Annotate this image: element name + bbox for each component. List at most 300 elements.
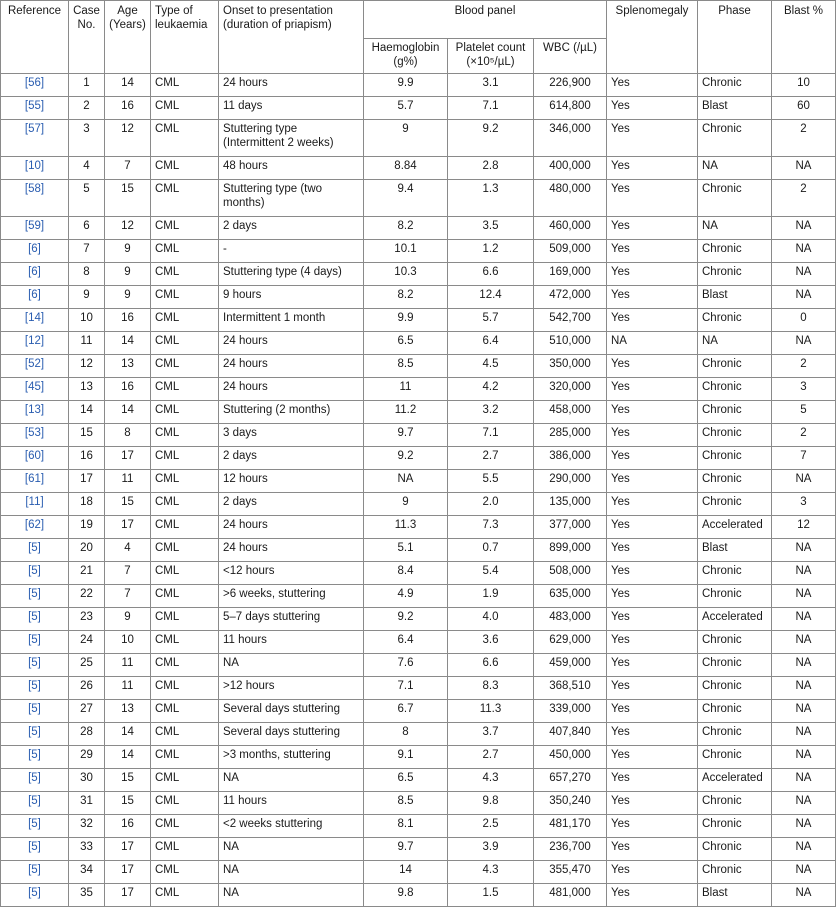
blast-cell: NA — [772, 263, 836, 286]
wbc-cell: 368,510 — [534, 677, 607, 700]
table-row — [1, 677, 836, 700]
blast-cell: NA — [772, 792, 836, 815]
haemoglobin-cell: 11.2 — [364, 401, 448, 424]
phase-cell: NA — [698, 217, 772, 240]
phase-cell: Accelerated — [698, 769, 772, 792]
table-row — [1, 723, 836, 746]
leukaemia-type-cell: CML — [151, 677, 219, 700]
wbc-cell: 899,000 — [534, 539, 607, 562]
age-cell: 16 — [105, 309, 151, 332]
platelet-cell: 2.7 — [448, 447, 534, 470]
wbc-cell: 481,000 — [534, 884, 607, 907]
haemoglobin-cell: 6.5 — [364, 769, 448, 792]
wbc-cell: 346,000 — [534, 120, 607, 157]
onset-cell: - — [219, 240, 364, 263]
haemoglobin-cell: 5.1 — [364, 539, 448, 562]
splenomegaly-cell: Yes — [607, 654, 698, 677]
case-number: 5 — [69, 180, 105, 217]
case-number: 13 — [69, 378, 105, 401]
phase-cell: Blast — [698, 286, 772, 309]
blast-cell: 3 — [772, 378, 836, 401]
platelet-cell: 4.3 — [448, 769, 534, 792]
leukaemia-type-cell: CML — [151, 516, 219, 539]
blast-cell: NA — [772, 884, 836, 907]
age-cell: 11 — [105, 470, 151, 493]
splenomegaly-cell: Yes — [607, 631, 698, 654]
splenomegaly-cell: Yes — [607, 769, 698, 792]
age-cell: 16 — [105, 815, 151, 838]
platelet-cell: 4.3 — [448, 861, 534, 884]
phase-cell: Chronic — [698, 746, 772, 769]
reference-link[interactable]: [5] — [1, 608, 69, 631]
reference-link[interactable]: [5] — [1, 654, 69, 677]
wbc-cell: 400,000 — [534, 157, 607, 180]
table-body — [1, 74, 836, 907]
reference-link[interactable]: [6] — [1, 240, 69, 263]
table-row — [1, 631, 836, 654]
age-cell: 7 — [105, 157, 151, 180]
phase-cell: Chronic — [698, 861, 772, 884]
reference-link[interactable]: [5] — [1, 861, 69, 884]
reference-link[interactable]: [59] — [1, 217, 69, 240]
reference-link[interactable]: [60] — [1, 447, 69, 470]
wbc-cell: 407,840 — [534, 723, 607, 746]
wbc-cell: 629,000 — [534, 631, 607, 654]
header-blast: Blast % — [772, 1, 836, 74]
phase-cell: Chronic — [698, 355, 772, 378]
reference-link[interactable]: [55] — [1, 97, 69, 120]
age-cell: 17 — [105, 516, 151, 539]
haemoglobin-cell: NA — [364, 470, 448, 493]
leukaemia-type-cell: CML — [151, 217, 219, 240]
platelet-cell: 2.7 — [448, 746, 534, 769]
onset-cell: Several days stuttering — [219, 723, 364, 746]
blast-cell: 5 — [772, 401, 836, 424]
haemoglobin-cell: 7.1 — [364, 677, 448, 700]
header-onset: Onset to presentation (duration of priapism) — [219, 1, 364, 74]
reference-link[interactable]: [5] — [1, 677, 69, 700]
platelet-cell: 6.4 — [448, 332, 534, 355]
wbc-cell: 350,000 — [534, 355, 607, 378]
header-blood-panel: Blood panel — [364, 1, 607, 39]
table-row — [1, 263, 836, 286]
onset-cell: >3 months, stuttering — [219, 746, 364, 769]
blast-cell: NA — [772, 677, 836, 700]
platelet-cell: 7.1 — [448, 424, 534, 447]
blast-cell: NA — [772, 539, 836, 562]
case-number: 32 — [69, 815, 105, 838]
blast-cell: 2 — [772, 355, 836, 378]
onset-cell: 2 days — [219, 447, 364, 470]
age-cell: 7 — [105, 585, 151, 608]
phase-cell: Chronic — [698, 263, 772, 286]
age-cell: 15 — [105, 493, 151, 516]
age-cell: 17 — [105, 447, 151, 470]
leukaemia-type-cell: CML — [151, 838, 219, 861]
blast-cell: 60 — [772, 97, 836, 120]
case-number: 34 — [69, 861, 105, 884]
blast-cell: NA — [772, 240, 836, 263]
leukaemia-type-cell: CML — [151, 861, 219, 884]
onset-cell: NA — [219, 838, 364, 861]
age-cell: 11 — [105, 654, 151, 677]
leukaemia-type-cell: CML — [151, 792, 219, 815]
case-number: 18 — [69, 493, 105, 516]
haemoglobin-cell: 9.8 — [364, 884, 448, 907]
platelet-cell: 4.5 — [448, 355, 534, 378]
case-number: 8 — [69, 263, 105, 286]
table-row — [1, 608, 836, 631]
wbc-cell: 386,000 — [534, 447, 607, 470]
blast-cell: NA — [772, 723, 836, 746]
reference-link[interactable]: [6] — [1, 286, 69, 309]
table-row — [1, 180, 836, 217]
case-number: 1 — [69, 74, 105, 97]
wbc-cell: 355,470 — [534, 861, 607, 884]
onset-cell: 2 days — [219, 217, 364, 240]
blast-cell: 0 — [772, 309, 836, 332]
splenomegaly-cell: Yes — [607, 838, 698, 861]
phase-cell: Chronic — [698, 631, 772, 654]
case-number: 17 — [69, 470, 105, 493]
platelet-cell: 5.7 — [448, 309, 534, 332]
haemoglobin-cell: 8.2 — [364, 286, 448, 309]
platelet-cell: 4.2 — [448, 378, 534, 401]
onset-cell: 11 hours — [219, 631, 364, 654]
onset-cell: 11 hours — [219, 792, 364, 815]
splenomegaly-cell: Yes — [607, 493, 698, 516]
onset-cell: NA — [219, 654, 364, 677]
case-number: 15 — [69, 424, 105, 447]
phase-cell: Blast — [698, 539, 772, 562]
platelet-cell: 5.4 — [448, 562, 534, 585]
phase-cell: Chronic — [698, 401, 772, 424]
wbc-cell: 510,000 — [534, 332, 607, 355]
wbc-cell: 377,000 — [534, 516, 607, 539]
table-row — [1, 470, 836, 493]
age-cell: 14 — [105, 746, 151, 769]
phase-cell: Chronic — [698, 120, 772, 157]
haemoglobin-cell: 9.7 — [364, 838, 448, 861]
leukaemia-type-cell: CML — [151, 815, 219, 838]
onset-cell: 5–7 days stuttering — [219, 608, 364, 631]
reference-link[interactable]: [57] — [1, 120, 69, 157]
haemoglobin-cell: 8.2 — [364, 217, 448, 240]
reference-link[interactable]: [14] — [1, 309, 69, 332]
haemoglobin-cell: 9.2 — [364, 608, 448, 631]
onset-cell: <12 hours — [219, 562, 364, 585]
splenomegaly-cell: Yes — [607, 97, 698, 120]
case-number: 12 — [69, 355, 105, 378]
splenomegaly-cell: Yes — [607, 157, 698, 180]
blast-cell: NA — [772, 815, 836, 838]
splenomegaly-cell: Yes — [607, 120, 698, 157]
table-row — [1, 309, 836, 332]
case-number: 14 — [69, 401, 105, 424]
age-cell: 9 — [105, 286, 151, 309]
age-cell: 14 — [105, 723, 151, 746]
haemoglobin-cell: 8.5 — [364, 355, 448, 378]
onset-cell: Stuttering type (Intermittent 2 weeks) — [219, 120, 364, 157]
age-cell: 14 — [105, 401, 151, 424]
age-cell: 4 — [105, 539, 151, 562]
platelet-cell: 1.9 — [448, 585, 534, 608]
wbc-cell: 635,000 — [534, 585, 607, 608]
blast-cell: NA — [772, 769, 836, 792]
phase-cell: Chronic — [698, 838, 772, 861]
haemoglobin-cell: 8.84 — [364, 157, 448, 180]
reference-link[interactable]: [56] — [1, 74, 69, 97]
leukaemia-type-cell: CML — [151, 493, 219, 516]
platelet-cell: 2.0 — [448, 493, 534, 516]
table-row — [1, 838, 836, 861]
haemoglobin-cell: 11.3 — [364, 516, 448, 539]
case-number: 23 — [69, 608, 105, 631]
onset-cell: 48 hours — [219, 157, 364, 180]
table-row — [1, 861, 836, 884]
blast-cell: NA — [772, 838, 836, 861]
reference-link[interactable]: [13] — [1, 401, 69, 424]
haemoglobin-cell: 4.9 — [364, 585, 448, 608]
blast-cell: NA — [772, 746, 836, 769]
age-cell: 17 — [105, 861, 151, 884]
header-phase: Phase — [698, 1, 772, 74]
table-row — [1, 74, 836, 97]
case-number: 31 — [69, 792, 105, 815]
phase-cell: Chronic — [698, 424, 772, 447]
age-cell: 17 — [105, 838, 151, 861]
age-cell: 14 — [105, 74, 151, 97]
blast-cell: 10 — [772, 74, 836, 97]
reference-link[interactable]: [5] — [1, 585, 69, 608]
splenomegaly-cell: Yes — [607, 700, 698, 723]
haemoglobin-cell: 6.4 — [364, 631, 448, 654]
age-cell: 15 — [105, 180, 151, 217]
splenomegaly-cell: Yes — [607, 180, 698, 217]
blast-cell: NA — [772, 217, 836, 240]
haemoglobin-cell: 9.2 — [364, 447, 448, 470]
leukaemia-type-cell: CML — [151, 746, 219, 769]
reference-link[interactable]: [5] — [1, 769, 69, 792]
phase-cell: Blast — [698, 884, 772, 907]
header-wbc: WBC (/µL) — [534, 39, 607, 74]
leukaemia-type-cell: CML — [151, 447, 219, 470]
table-row — [1, 447, 836, 470]
leukaemia-type-cell: CML — [151, 723, 219, 746]
wbc-cell: 472,000 — [534, 286, 607, 309]
wbc-cell: 169,000 — [534, 263, 607, 286]
wbc-cell: 459,000 — [534, 654, 607, 677]
reference-link[interactable]: [61] — [1, 470, 69, 493]
platelet-cell: 2.5 — [448, 815, 534, 838]
splenomegaly-cell: Yes — [607, 424, 698, 447]
onset-cell: NA — [219, 861, 364, 884]
header-reference: Reference — [1, 1, 69, 74]
table-row — [1, 424, 836, 447]
header-splenomegaly: Splenomegaly — [607, 1, 698, 74]
splenomegaly-cell: Yes — [607, 677, 698, 700]
case-number: 4 — [69, 157, 105, 180]
leukaemia-type-cell: CML — [151, 120, 219, 157]
reference-link[interactable]: [5] — [1, 562, 69, 585]
case-number: 28 — [69, 723, 105, 746]
case-number: 19 — [69, 516, 105, 539]
reference-link[interactable]: [6] — [1, 263, 69, 286]
table-row — [1, 355, 836, 378]
onset-cell: Stuttering type (4 days) — [219, 263, 364, 286]
splenomegaly-cell: Yes — [607, 792, 698, 815]
table-row — [1, 157, 836, 180]
splenomegaly-cell: Yes — [607, 861, 698, 884]
case-number: 9 — [69, 286, 105, 309]
onset-cell: 2 days — [219, 493, 364, 516]
onset-cell: Several days stuttering — [219, 700, 364, 723]
reference-link[interactable]: [58] — [1, 180, 69, 217]
platelet-cell: 1.5 — [448, 884, 534, 907]
table-row — [1, 401, 836, 424]
reference-link[interactable]: [5] — [1, 746, 69, 769]
table-row — [1, 792, 836, 815]
haemoglobin-cell: 14 — [364, 861, 448, 884]
header-case: Case No. — [69, 1, 105, 74]
wbc-cell: 509,000 — [534, 240, 607, 263]
haemoglobin-cell: 9.7 — [364, 424, 448, 447]
wbc-cell: 135,000 — [534, 493, 607, 516]
platelet-cell: 9.8 — [448, 792, 534, 815]
case-number: 27 — [69, 700, 105, 723]
splenomegaly-cell: Yes — [607, 470, 698, 493]
platelet-cell: 2.8 — [448, 157, 534, 180]
age-cell: 16 — [105, 97, 151, 120]
haemoglobin-cell: 9.1 — [364, 746, 448, 769]
reference-link[interactable]: [52] — [1, 355, 69, 378]
age-cell: 16 — [105, 378, 151, 401]
platelet-cell: 6.6 — [448, 263, 534, 286]
haemoglobin-cell: 10.3 — [364, 263, 448, 286]
case-number: 33 — [69, 838, 105, 861]
leukaemia-type-cell: CML — [151, 378, 219, 401]
splenomegaly-cell: Yes — [607, 401, 698, 424]
case-number: 30 — [69, 769, 105, 792]
blast-cell: NA — [772, 332, 836, 355]
table-row — [1, 286, 836, 309]
wbc-cell: 290,000 — [534, 470, 607, 493]
case-number: 29 — [69, 746, 105, 769]
platelet-cell: 4.0 — [448, 608, 534, 631]
wbc-cell: 339,000 — [534, 700, 607, 723]
splenomegaly-cell: Yes — [607, 447, 698, 470]
age-cell: 15 — [105, 792, 151, 815]
platelet-cell: 12.4 — [448, 286, 534, 309]
reference-link[interactable]: [12] — [1, 332, 69, 355]
reference-link[interactable]: [45] — [1, 378, 69, 401]
splenomegaly-cell: Yes — [607, 217, 698, 240]
table-row — [1, 654, 836, 677]
onset-cell: 24 hours — [219, 539, 364, 562]
phase-cell: Chronic — [698, 240, 772, 263]
splenomegaly-cell: NA — [607, 332, 698, 355]
onset-cell: 24 hours — [219, 378, 364, 401]
onset-cell: 11 days — [219, 97, 364, 120]
onset-cell: Intermittent 1 month — [219, 309, 364, 332]
phase-cell: Chronic — [698, 723, 772, 746]
splenomegaly-cell: Yes — [607, 608, 698, 631]
table-row — [1, 217, 836, 240]
phase-cell: Blast — [698, 97, 772, 120]
phase-cell: Chronic — [698, 654, 772, 677]
reference-link[interactable]: [5] — [1, 539, 69, 562]
splenomegaly-cell: Yes — [607, 884, 698, 907]
blast-cell: NA — [772, 562, 836, 585]
reference-link[interactable]: [62] — [1, 516, 69, 539]
haemoglobin-cell: 9 — [364, 120, 448, 157]
table-row — [1, 332, 836, 355]
splenomegaly-cell: Yes — [607, 585, 698, 608]
case-number: 10 — [69, 309, 105, 332]
onset-cell: 24 hours — [219, 355, 364, 378]
case-number: 11 — [69, 332, 105, 355]
haemoglobin-cell: 6.7 — [364, 700, 448, 723]
reference-link[interactable]: [5] — [1, 838, 69, 861]
phase-cell: Chronic — [698, 677, 772, 700]
blast-cell: NA — [772, 585, 836, 608]
leukaemia-type-cell: CML — [151, 309, 219, 332]
haemoglobin-cell: 9.9 — [364, 309, 448, 332]
case-number: 26 — [69, 677, 105, 700]
header-haemoglobin: Haemoglobin (g%) — [364, 39, 448, 74]
onset-cell: >6 weeks, stuttering — [219, 585, 364, 608]
phase-cell: Chronic — [698, 74, 772, 97]
reference-link[interactable]: [5] — [1, 631, 69, 654]
reference-link[interactable]: [5] — [1, 884, 69, 907]
leukaemia-type-cell: CML — [151, 769, 219, 792]
leukaemia-type-cell: CML — [151, 700, 219, 723]
table-row — [1, 884, 836, 907]
header-platelet: Platelet count (×10⁵/µL) — [448, 39, 534, 74]
phase-cell: NA — [698, 332, 772, 355]
reference-link[interactable]: [10] — [1, 157, 69, 180]
reference-link[interactable]: [53] — [1, 424, 69, 447]
reference-link[interactable]: [5] — [1, 700, 69, 723]
blast-cell: NA — [772, 157, 836, 180]
age-cell: 10 — [105, 631, 151, 654]
platelet-cell: 1.2 — [448, 240, 534, 263]
leukaemia-type-cell: CML — [151, 97, 219, 120]
leukaemia-type-cell: CML — [151, 470, 219, 493]
wbc-cell: 458,000 — [534, 401, 607, 424]
phase-cell: Accelerated — [698, 516, 772, 539]
reference-link[interactable]: [5] — [1, 815, 69, 838]
reference-link[interactable]: [5] — [1, 792, 69, 815]
phase-cell: NA — [698, 157, 772, 180]
case-number: 3 — [69, 120, 105, 157]
haemoglobin-cell: 9.9 — [364, 74, 448, 97]
reference-link[interactable]: [5] — [1, 723, 69, 746]
haemoglobin-cell: 8.4 — [364, 562, 448, 585]
splenomegaly-cell: Yes — [607, 263, 698, 286]
table-row — [1, 240, 836, 263]
platelet-cell: 3.2 — [448, 401, 534, 424]
table-row — [1, 97, 836, 120]
phase-cell: Chronic — [698, 447, 772, 470]
wbc-cell: 350,240 — [534, 792, 607, 815]
haemoglobin-cell: 11 — [364, 378, 448, 401]
leukaemia-type-cell: CML — [151, 539, 219, 562]
table-row — [1, 493, 836, 516]
wbc-cell: 542,700 — [534, 309, 607, 332]
phase-cell: Chronic — [698, 792, 772, 815]
reference-link[interactable]: [11] — [1, 493, 69, 516]
